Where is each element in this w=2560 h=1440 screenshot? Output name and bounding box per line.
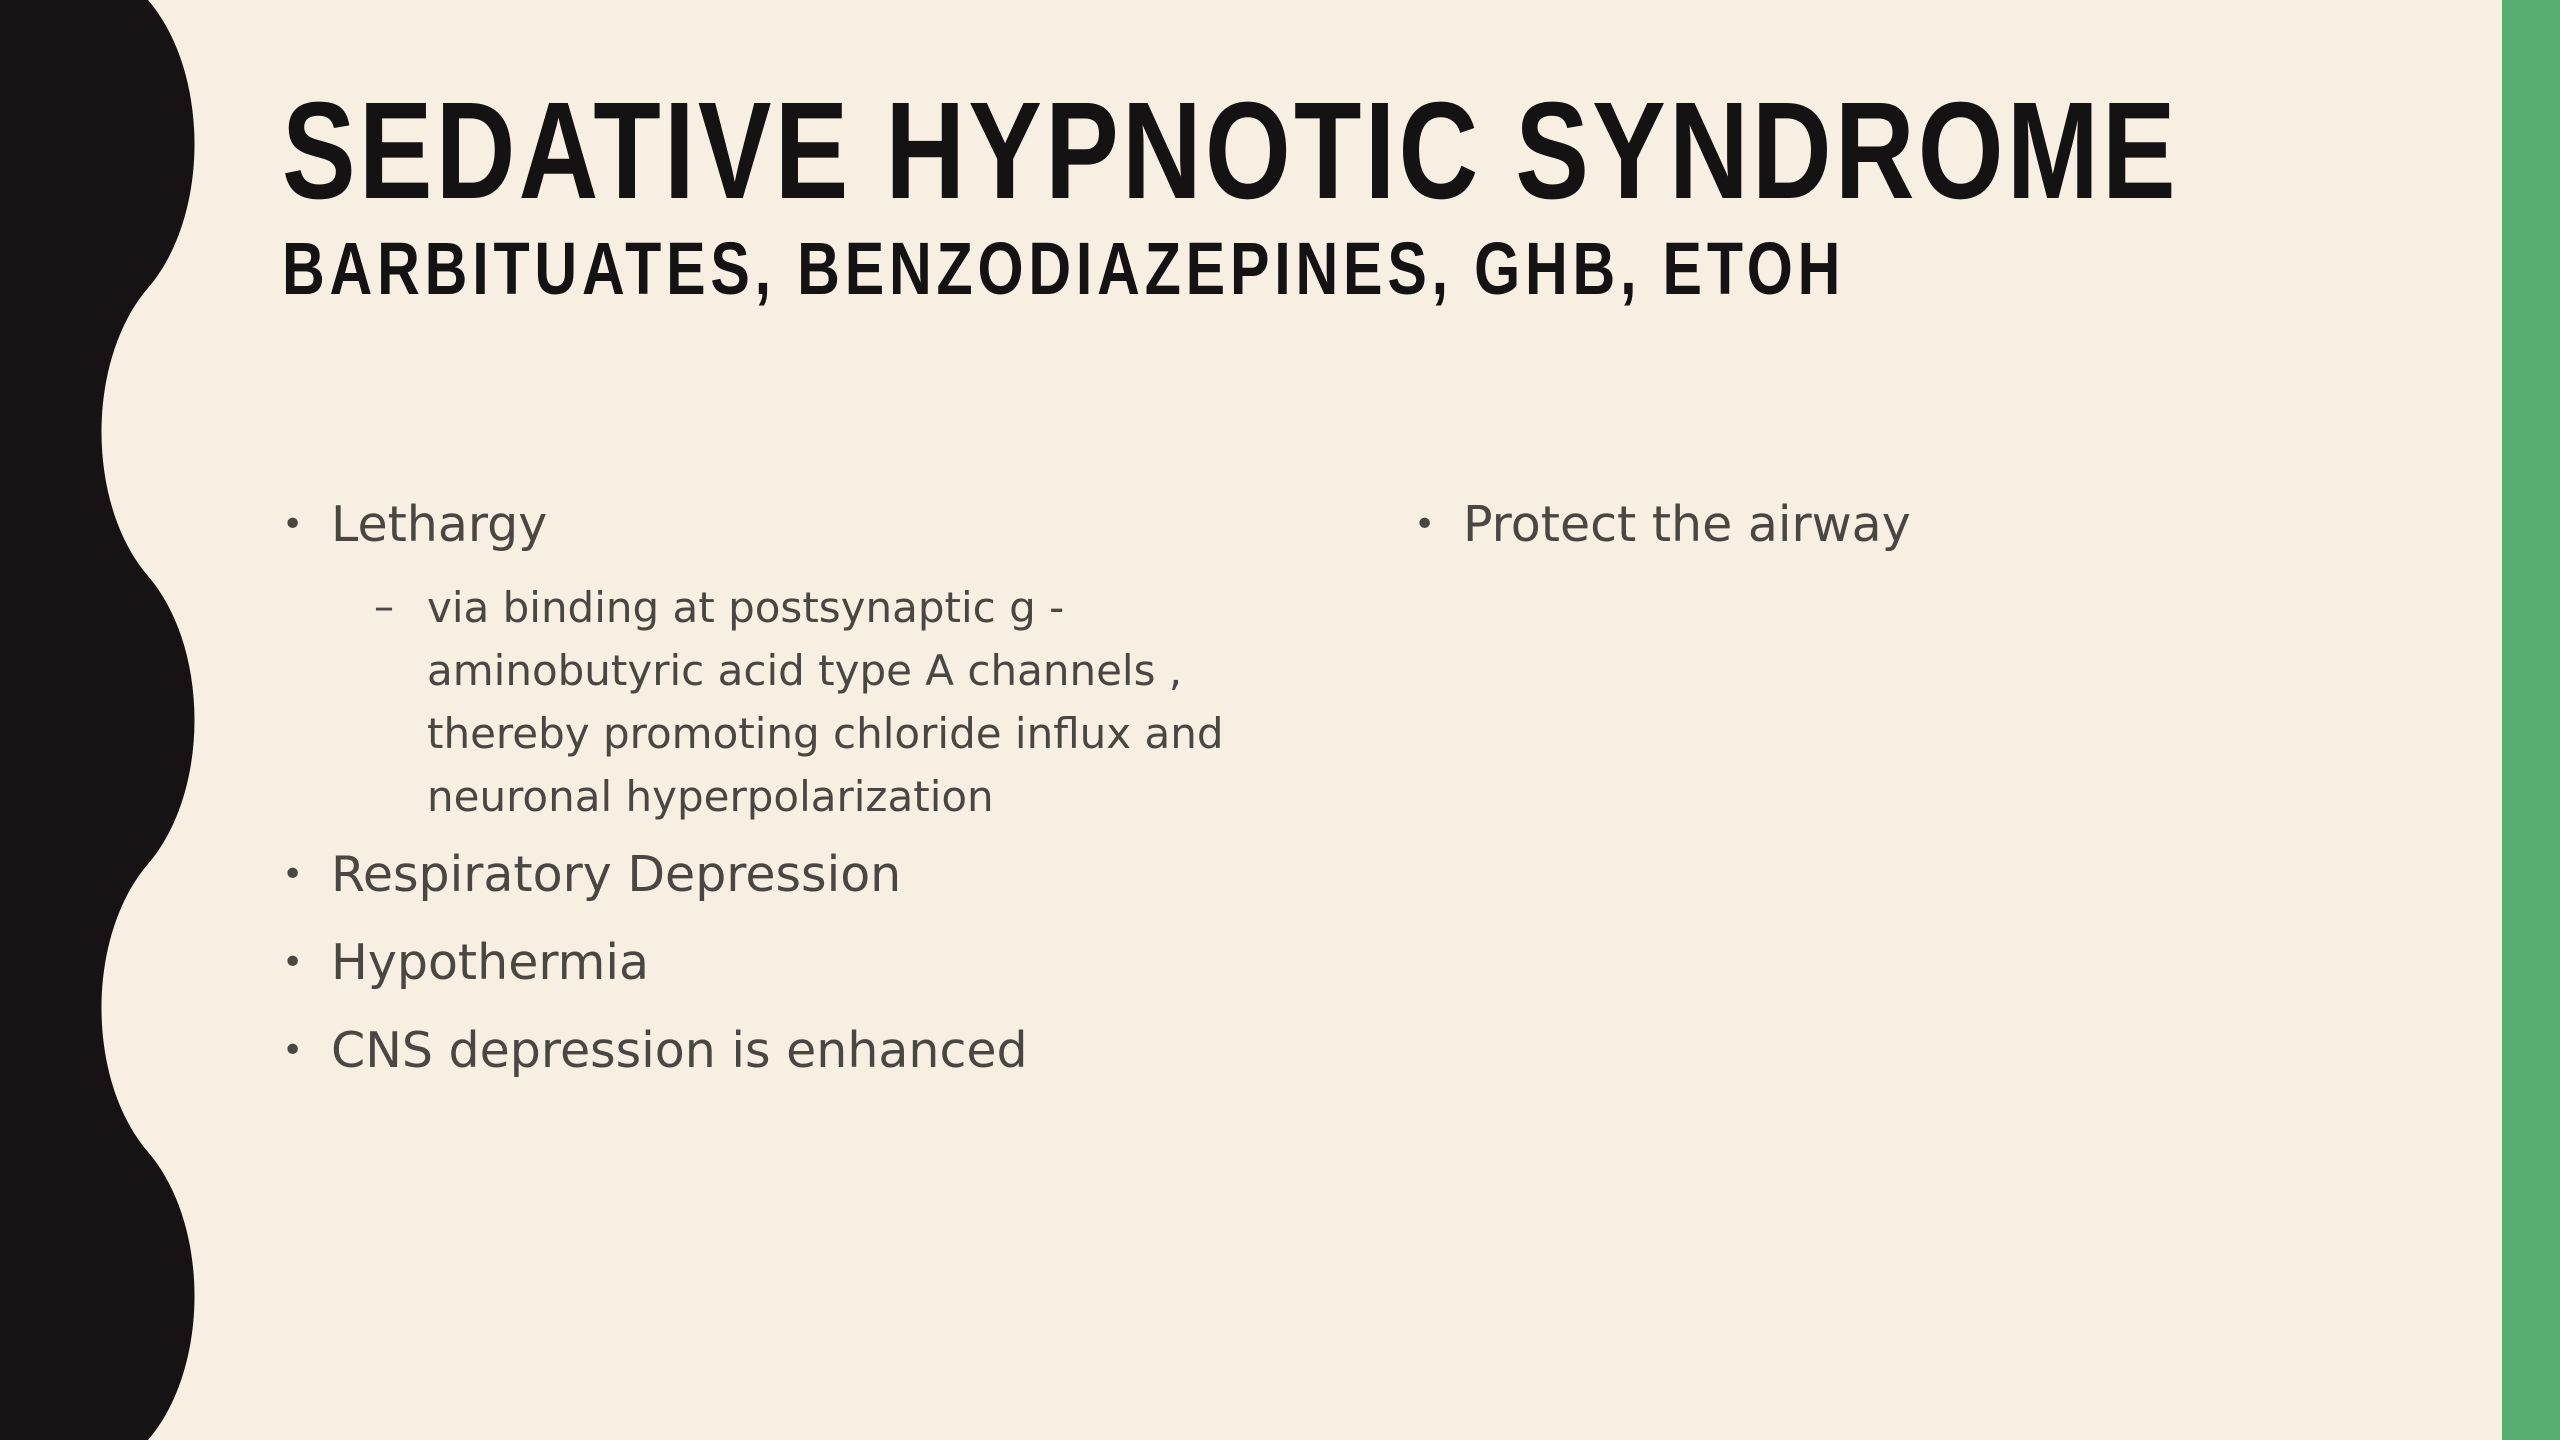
bullet-dot-icon: • (282, 504, 304, 545)
bullet-text: Protect the airway (1463, 496, 1911, 553)
sub-bullet-item (282, 576, 1227, 828)
bullet-dot-icon: • (282, 942, 304, 983)
right-accent-bar (2502, 0, 2560, 1440)
bullet-dot-icon: • (282, 1030, 304, 1071)
dash-icon: – (374, 584, 394, 630)
wavy-edge-shape (0, 0, 195, 1440)
bullet-dot-icon: • (282, 854, 304, 895)
bullet-text: Lethargy (331, 496, 548, 553)
bullet-item (282, 1014, 1282, 1088)
bullet-item (282, 838, 1282, 912)
bullet-item (282, 488, 1282, 562)
bullet-item (282, 926, 1282, 1000)
bullet-item (1414, 488, 2314, 562)
bullet-text: Respiratory Depression (331, 846, 902, 903)
bullet-text: CNS depression is enhanced (331, 1022, 1028, 1079)
left-content-column (282, 488, 1282, 1102)
slide-title: SEDATIVE HYPNOTIC SYNDROME (282, 74, 2179, 228)
right-content-column (1414, 488, 2314, 576)
sub-bullet-text: via binding at postsynaptic g -aminobutyric acid type A channels , thereby promoting chloride influx and neuronal hyperpolarization (427, 583, 1224, 821)
bullet-text: Hypothermia (331, 934, 649, 991)
left-wavy-band (0, 0, 200, 1440)
bullet-dot-icon: • (1414, 504, 1436, 545)
slide-subtitle: BARBITUATES, BENZODIAZEPINES, GHB, ETOH (282, 227, 1846, 310)
